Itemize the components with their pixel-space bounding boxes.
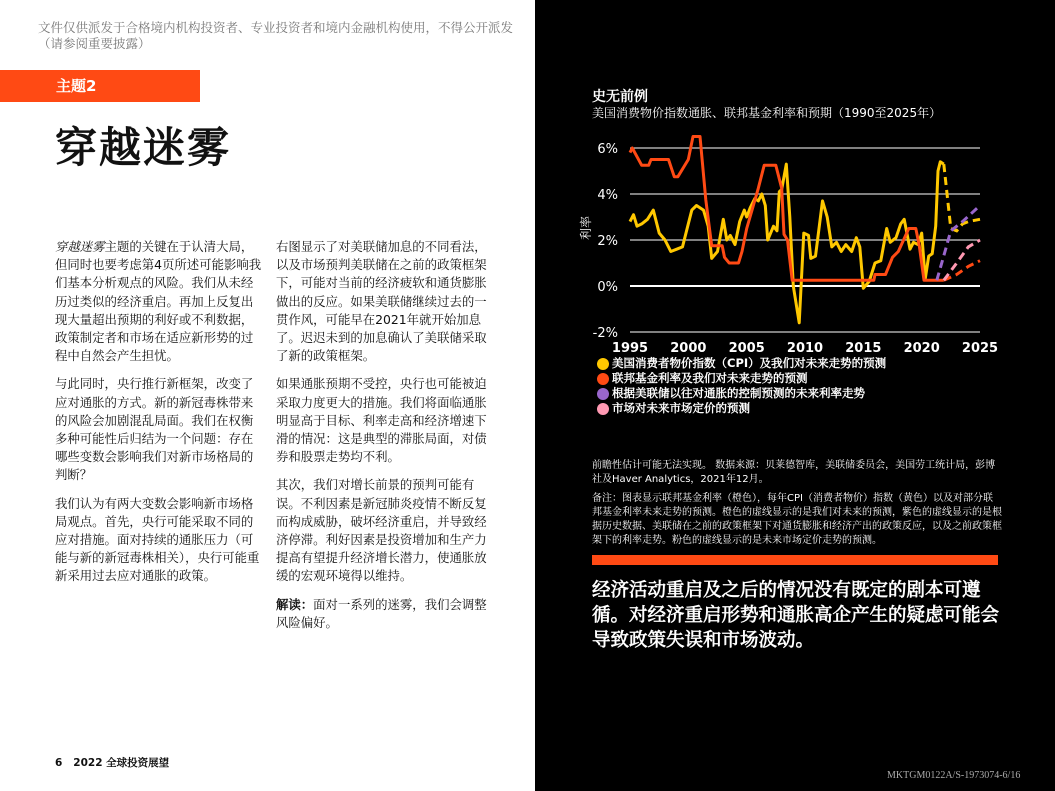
series-line xyxy=(630,137,944,281)
legend-swatch xyxy=(597,358,609,370)
y-tick-label: 0% xyxy=(597,280,618,295)
legend-label: 美国消费者物价指数（CPI）及我们对未来走势的预测 xyxy=(612,356,887,370)
x-tick-label: 2015 xyxy=(845,341,882,356)
divider-bar xyxy=(592,555,998,565)
legend-swatch xyxy=(597,388,609,400)
paragraph-text: 面对一系列的迷雾，我们会调整风险偏好。 xyxy=(276,596,487,630)
x-tick-label: 1995 xyxy=(611,341,649,356)
pull-quote: 经济活动重启及之后的情况没有既定的剧本可遵循。对经济重启形势和通胀高企产生的疑虑可能会导致政策失误和市场波动。 xyxy=(592,580,1000,651)
takeaway-label: 解读： xyxy=(276,596,314,612)
x-tick-label: 2000 xyxy=(670,341,707,356)
y-axis-label: 利率 xyxy=(579,215,593,241)
legend-item xyxy=(597,371,886,386)
x-tick-label: 2025 xyxy=(961,341,999,356)
remark-note: 备注：图表显示联邦基金利率（橙色），每年CPI（消费者物价）指数（黄色）以及对部分联邦基金利率未来走势的预测。橙色的虚线显示的是我们对未来的预测，紫色的虚线显示的是根据历史数据、美联储在之前的政策框架下对通货膨胀和经济产出的政策反应，以及之前政策框架下的利率走势。粉色的虚线显示的是未来市场定价走势的预测。 xyxy=(592,493,1002,546)
page-footer xyxy=(55,755,169,770)
x-tick-label: 2020 xyxy=(903,341,940,356)
paragraph xyxy=(55,238,265,365)
theme-tag: 主题2 xyxy=(0,70,200,102)
paragraph: 其次，我们对增长前景的预判可能有误。不利因素是新冠肺炎疫情不断反复而构成威胁，破坏经济重启，并导致经济停滞。利好因素是投资增加和生产力提高有望提升经济增长潜力，使通胀放缓的宏观环境得以维持。 xyxy=(276,477,487,584)
text-column-2 xyxy=(276,238,498,642)
legend-item xyxy=(597,401,886,416)
forecast-line xyxy=(937,206,980,281)
paragraph: 我们认为有两大变数会影响新市场格局观点。首先，央行可能采取不同的应对措施。面对持续的通胀压力（可能与新的新冠毒株相关），央行可能重新采用过去应对通胀的政策。 xyxy=(55,495,260,584)
y-tick-label: -2% xyxy=(592,326,618,341)
legend-label: 市场对未来市场定价的预测 xyxy=(612,401,750,415)
paragraph: 右图显示了对美联储加息的不同看法，以及市场预判美联储在之前的政策框架下，可能对当前的经济疲软和通货膨胀做出的反应。如果美联储继续过去的一贯作风，可能早在2021年就开始加息了。迟迟未到的加息确认了美联储采取了新的政策框架。 xyxy=(276,239,487,364)
document-code: MKTGM0122A/S-1973074-6/16 xyxy=(887,770,1021,781)
y-tick-label: 2% xyxy=(597,234,618,249)
y-tick-label: 6% xyxy=(597,142,618,157)
page-title: 穿越迷雾 xyxy=(55,123,232,172)
chart-title: 史无前例 xyxy=(592,89,648,105)
chart-notes xyxy=(592,459,1002,553)
paragraph: 如果通胀预期不受控，央行也可能被迫采取力度更大的措施。我们将面临通胀明显高于目标、利率走高和经济增速下滑的情况：这是典型的滞胀局面，对债券和股票走势均不利。 xyxy=(276,376,487,465)
publication-name: 2022 全球投资展望 xyxy=(73,757,170,769)
x-tick-label: 2005 xyxy=(728,341,765,356)
x-tick-label: 2010 xyxy=(786,341,824,356)
y-tick-label: 4% xyxy=(597,188,618,203)
legend-swatch xyxy=(597,373,609,385)
forecast-line xyxy=(944,261,980,281)
distribution-disclaimer: 文件仅供派发于合格境内机构投资者、专业投资者和境内金融机构使用，不得公开派发（请参阅重要披露） xyxy=(38,20,514,51)
legend-item xyxy=(597,386,886,401)
paragraph-text: 主题的关键在于认清大局，但同时也要考虑第4页所述可能影响我们基本分析观点的风险。我们从未经历过类似的经济重启。再加上反复出现大量超出预期的利好或不利数据，政策制定者和市场在适应新形势的过程中自然会产生担忧。 xyxy=(55,239,262,364)
legend-item xyxy=(597,356,886,371)
page-number: 6 xyxy=(55,757,63,769)
source-note: 前瞻性估计可能无法实现。 数据来源：贝莱德智库，美联储委员会，美国劳工统计局，彭博社及Haver Analytics，2021年12月。 xyxy=(592,460,996,485)
legend-label: 根据美联储以往对通胀的控制预测的未来利率走势 xyxy=(612,386,865,400)
chart-subtitle: 美国消费物价指数通胀、联邦基金利率和预期（1990至2025年） xyxy=(592,106,942,120)
line-chart xyxy=(535,0,1055,360)
text-column-1 xyxy=(55,238,265,596)
forecast-line xyxy=(944,240,980,280)
legend-label: 联邦基金利率及我们对未来走势的预测 xyxy=(612,371,808,385)
legend-swatch xyxy=(597,403,609,415)
paragraph xyxy=(276,596,498,632)
paragraph: 与此同时，央行推行新框架，改变了应对通胀的方式。新的新冠毒株带来的风险会加剧混乱局面。我们在权衡多种可能性后归结为一个问题：存在哪些变数会影响我们对新市场格局的判断？ xyxy=(55,376,254,483)
right-page xyxy=(535,0,1055,791)
theme-name: 穿越迷雾 xyxy=(55,239,105,254)
chart-legend xyxy=(597,356,886,416)
